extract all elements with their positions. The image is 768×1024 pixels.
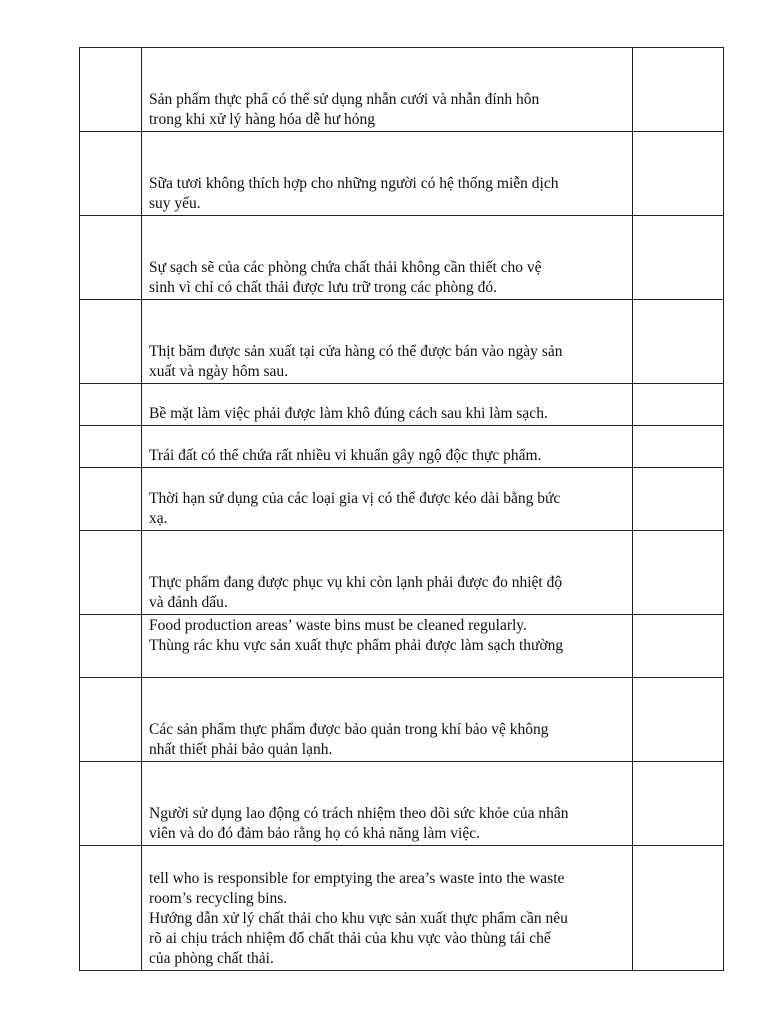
statement-cell (142, 216, 633, 300)
statement-text: Bề mặt làm việc phải được làm khô đúng cách sau khi làm sạch. (149, 405, 548, 422)
answer-cell (633, 615, 724, 678)
answer-cell (633, 531, 724, 615)
row-number-cell (80, 678, 142, 762)
row-number-cell (80, 384, 142, 426)
statement-cell (142, 132, 633, 216)
table-row (80, 300, 724, 384)
statement-text: Food production areas’ waste bins must be cleaned regularly. Thùng rác khu vực sản xuất thực phẩm phải được làm sạch thường (149, 617, 564, 654)
table-row (80, 384, 724, 426)
table-row (80, 531, 724, 615)
answer-cell (633, 762, 724, 846)
answer-cell (633, 426, 724, 468)
statement-text: Trái đất có thể chứa rất nhiều vi khuẩn gây ngộ độc thực phẩm. (149, 447, 542, 464)
statement-cell (142, 846, 633, 971)
statement-text: Thực phẩm đang được phục vụ khi còn lạnh phải được đo nhiệt độ và đánh dấu. (149, 574, 563, 611)
row-number-cell (80, 468, 142, 531)
answer-cell (633, 300, 724, 384)
answer-cell (633, 132, 724, 216)
statement-table (79, 47, 724, 971)
statement-cell (142, 384, 633, 426)
table-row (80, 846, 724, 971)
statement-text: Thịt băm được sản xuất tại cửa hàng có thể được bán vào ngày sản xuất và ngày hôm sau. (149, 343, 563, 380)
statement-text: Sữa tươi không thích hợp cho những người có hệ thống miễn dịch suy yếu. (149, 175, 559, 212)
table-row (80, 468, 724, 531)
statement-cell (142, 300, 633, 384)
table-row (80, 615, 724, 678)
table-row (80, 132, 724, 216)
statement-cell (142, 615, 633, 678)
row-number-cell (80, 300, 142, 384)
statement-cell (142, 468, 633, 531)
row-number-cell (80, 426, 142, 468)
statement-cell (142, 531, 633, 615)
statement-text: Các sản phẩm thực phẩm được bảo quản trong khí bảo vệ không nhất thiết phải bảo quản lạnh. (149, 721, 549, 758)
row-number-cell (80, 132, 142, 216)
statement-text: Sản phẩm thực phẩ có thể sử dụng nhẫn cưới và nhẫn đính hôn trong khi xử lý hàng hóa dễ hư hỏng (149, 91, 540, 128)
row-number-cell (80, 846, 142, 971)
answer-cell (633, 468, 724, 531)
row-number-cell (80, 762, 142, 846)
statement-cell (142, 678, 633, 762)
row-number-cell (80, 216, 142, 300)
table-row (80, 678, 724, 762)
row-number-cell (80, 615, 142, 678)
answer-cell (633, 216, 724, 300)
answer-cell (633, 678, 724, 762)
row-number-cell (80, 531, 142, 615)
answer-cell (633, 846, 724, 971)
table-row (80, 762, 724, 846)
statement-text: Sự sạch sẽ của các phòng chứa chất thải không cần thiết cho vệ sinh vì chỉ có chất thải được lưu trữ trong các phòng đó. (149, 259, 542, 296)
statement-cell (142, 762, 633, 846)
table-row (80, 426, 724, 468)
statement-cell (142, 426, 633, 468)
table-row (80, 216, 724, 300)
statement-text: Thời hạn sử dụng của các loại gia vị có thể được kéo dài bằng bức xạ. (149, 490, 561, 527)
statement-text: tell who is responsible for emptying the area’s waste into the waste room’s recycling bins. Hướng dẫn xử lý chất thải cho khu vực sản xuất thực phẩm cần nêu rõ ai chịu trách nhiệm đổ chất thải của khu vực vào thùng tái chế của phòng chất thải. (149, 870, 568, 967)
statement-text: Người sử dụng lao động có trách nhiệm theo dõi sức khỏe của nhân viên và do đó đảm bảo rằng họ có khả năng làm việc. (149, 805, 569, 842)
answer-cell (633, 48, 724, 132)
statement-cell (142, 48, 633, 132)
answer-cell (633, 384, 724, 426)
row-number-cell (80, 48, 142, 132)
table-row (80, 48, 724, 132)
